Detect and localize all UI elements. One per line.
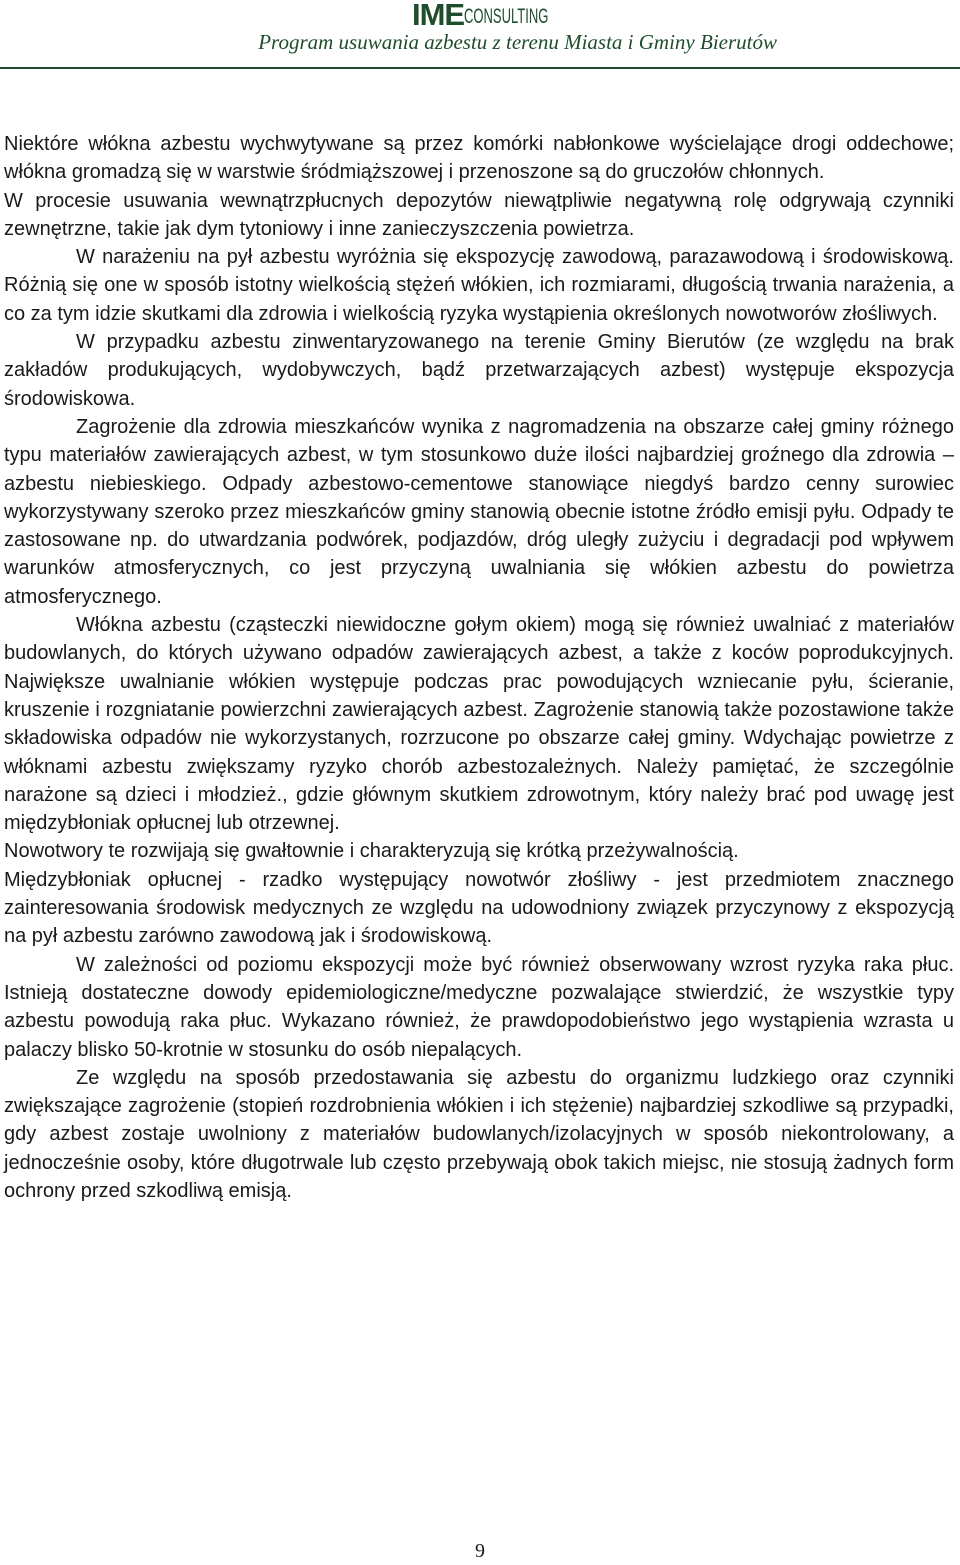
paragraph: Włókna azbestu (cząsteczki niewidoczne gołym okiem) mogą się również uwalniać z materiałów budowlanych, do których używano odpadów zawierających azbest, a także z koców poprodukcyjnych. Największe uwalnianie włókien występuje podczas prac powodujących wzniecanie pyłu, ścieranie, kruszenie i rozgniatanie powierzchni zawierających azbest. Zagrożenie stanowią także pozostawione także składowiska odpadów nie wykorzystanych, rozrzucone po obszarze całej gminy. Wdychając powietrze z włóknami azbestu zwiększamy ryzyko chorób azbestozależnych. Należy pamiętać, że szczególnie narażone są dzieci i młodzież., gdzie głównym skutkiem zdrowotnym, który należy brać pod uwagę jest międzybłoniak opłucnej lub otrzewnej. (4, 614, 954, 835)
paragraph: Nowotwory te rozwijają się gwałtownie i charakteryzują się krótką przeżywalnością. (4, 840, 739, 863)
paragraph: Międzybłoniak opłucnej - rzadko występujący nowotwór złośliwy - jest przedmiotem znacznego zainteresowania środowisk medycznych ze względu na udowodniony związek przyczynowy z ekspozycją na pył azbestu zarówno zawodową jak i środowiskową. (4, 868, 954, 948)
logo-main-text: IME (412, 0, 465, 32)
paragraph: W przypadku azbestu zinwentaryzowanego na terenie Gminy Bierutów (ze względu na brak zakładów produkujących, wydobywczych, bądź przetwarzających azbest) występuje ekspozycja środowiskowa. (4, 331, 954, 410)
paragraph: W narażeniu na pył azbestu wyróżnia się ekspozycję zawodową, parazawodową i środowiskową. Różnią się one w sposób istotny wielkością stężeń włókien, ich rozmiarami, długością trwania narażenia, a co za tym idzie skutkami dla zdrowia i wielkością ryzyka wystąpienia określonych nowotworów złośliwych. (4, 246, 954, 325)
paragraph: Niektóre włókna azbestu wychwytywane są przez komórki nabłonkowe wyścielające drogi oddechowe; włókna gromadzą się w warstwie śródmiąższowej i przenoszone są do gruczołów chłonnych. (4, 133, 954, 184)
paragraph: W procesie usuwania wewnątrzpłucnych depozytów niewątpliwie negatywną rolę odgrywają czynniki zewnętrzne, takie jak dym tytoniowy i inne zanieczyszczenia powietrza. (4, 189, 954, 240)
document-body (4, 130, 954, 1205)
page-number: 9 (475, 1540, 485, 1562)
paragraph: W zależności od poziomu ekspozycji może być również obserwowany wzrost ryzyka raka płuc. Istnieją dostateczne dowody epidemiologiczne/medyczne pozwalające stwierdzić, że wszystkie typy azbestu powodują raka płuc. Wykazano również, że prawdopodobieństwo jego wystąpienia wzrasta u palaczy blisko 50-krotnie w stosunku do osób niepalących. (4, 953, 954, 1061)
paragraph: Ze względu na sposób przedostawania się azbestu do organizmu ludzkiego oraz czynniki zwiększające zagrożenie (stopień rozdrobnienia włókien i ich stężenie) najbardziej szkodliwe są przypadki, gdy azbest zostaje uwolniony z materiałów budowlanych/izolacyjnych w sposób niekontrolowany, a jednocześnie osoby, które długotrwale lub często przebywają obok takich miejsc, nie stosują żadnych form ochrony przed szkodliwą emisją. (4, 1066, 954, 1202)
document-title: Program usuwania azbestu z terenu Miasta i Gminy Bierutów (258, 30, 777, 54)
page-header (0, 0, 960, 70)
logo-sub-text: CONSULTING (464, 5, 549, 28)
paragraph: Zagrożenie dla zdrowia mieszkańców wynika z nagromadzenia na obszarze całej gminy różnego typu materiałów zawierających azbest, w tym stosunkowo duże ilości najbardziej groźnego dla zdrowia – azbestu niebieskiego. Odpady azbestowo-cementowe stanowiące niegdyś bardzo cenny surowiec wykorzystywany szeroko przez mieszkańców gminy stanowią obecnie istotne źródło emisji pyłu. Odpady te zastosowane np. do utwardzania podwórek, podjazdów, dróg uległy zużyciu i degradacji pod wpływem warunków atmosferycznych, co jest przyczyną uwalniania się włókien azbestu do powietrza atmosferycznego. (4, 415, 954, 608)
header-divider (0, 67, 960, 69)
company-logo (412, 0, 600, 30)
